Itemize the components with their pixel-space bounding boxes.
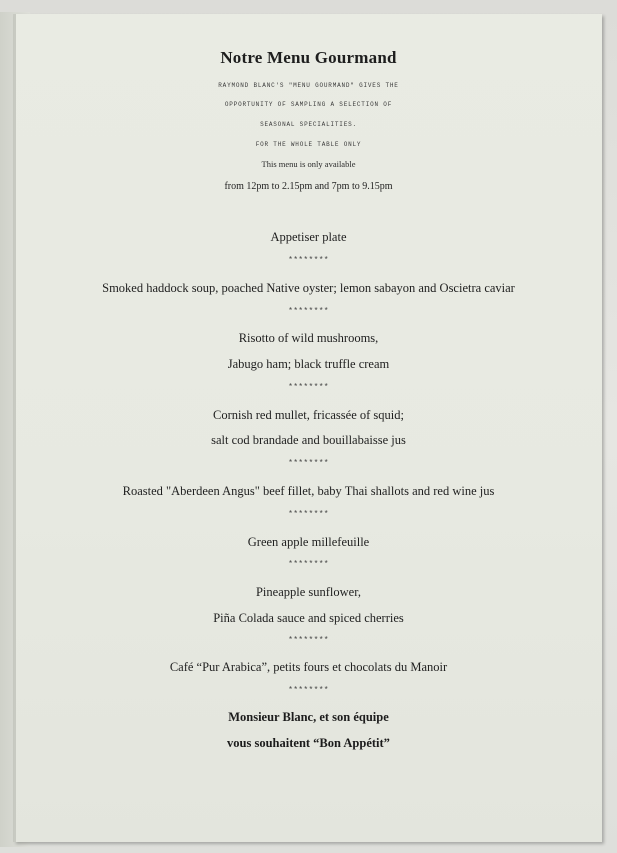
course-item: Smoked haddock soup, poached Native oyster; lemon sabayon and Oscietra caviar (102, 281, 515, 295)
course-item: Jabugo ham; black truffle cream (227, 357, 390, 371)
course-separator: ******** (288, 459, 329, 468)
closing-line: vous souhaitent “Bon Appétit” (227, 736, 390, 750)
course-item: Green apple millefeuille (247, 535, 370, 549)
course-separator: ******** (288, 383, 329, 392)
intro-line: FOR THE WHOLE TABLE ONLY (255, 141, 362, 148)
course-item: Cornish red mullet, fricassée of squid; (213, 408, 404, 422)
course-item: Risotto of wild mushrooms, (238, 331, 379, 345)
course-item: Pineapple sunflower, (255, 585, 362, 599)
intro-line: RAYMOND BLANC'S "MENU GOURMAND" GIVES THE (218, 82, 399, 89)
course-item: Café “Pur Arabica”, petits fours et chocolats du Manoir (169, 660, 448, 674)
course-separator: ******** (288, 307, 329, 316)
course-item: Piña Colada sauce and spiced cherries (213, 611, 404, 625)
course-separator: ******** (288, 510, 329, 519)
availability-note: This menu is only available (261, 159, 356, 169)
menu-title: Notre Menu Gourmand (220, 48, 397, 67)
course-separator: ******** (288, 560, 329, 569)
course-separator: ******** (288, 256, 329, 265)
service-hours: from 12pm to 2.15pm and 7pm to 9.15pm (224, 181, 393, 192)
course-separator: ******** (288, 686, 329, 695)
course-item: salt cod brandade and bouillabaisse jus (211, 433, 406, 447)
course-item: Appetiser plate (270, 230, 347, 244)
intro-line: SEASONAL SPECIALITIES. (260, 121, 357, 128)
intro-line: OPPORTUNITY OF SAMPLING A SELECTION OF (224, 101, 393, 108)
closing-line: Monsieur Blanc, et son équipe (228, 710, 389, 724)
course-separator: ******** (288, 636, 329, 645)
course-item: Roasted "Aberdeen Angus" beef fillet, baby Thai shallots and red wine jus (122, 484, 495, 498)
